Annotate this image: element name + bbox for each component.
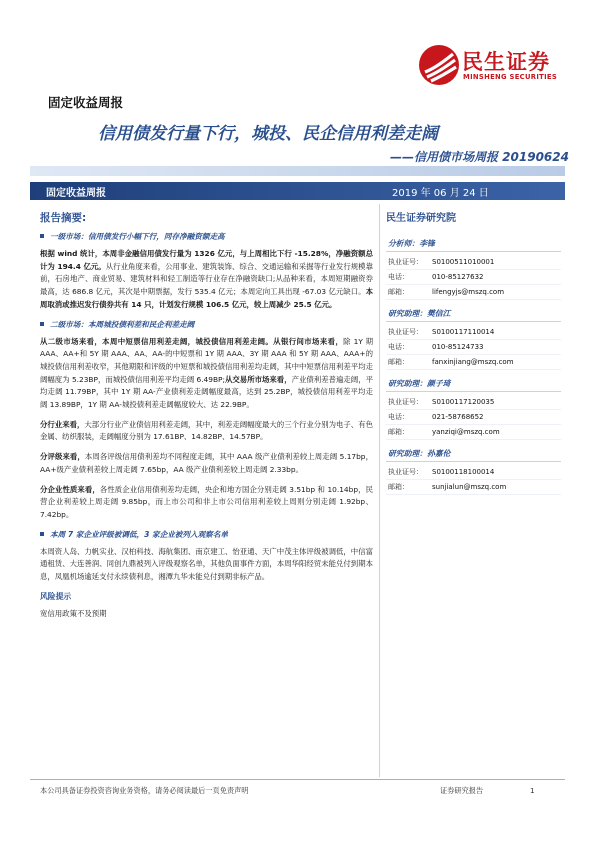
analyst-block [386,378,561,440]
para-run: 各性质企业信用债利差均走阔，央企和地方国企分别走阔 3.51bp 和 10.14bp，民营企业利差较上周走阔 9.85bp，而上市公司和非上市公司信用利差较上周则分别走阔 1.92bp、7.42bp。 [40,484,373,519]
bullet-square-icon [40,322,44,326]
brand-name-en: MINSHENG SECURITIES [463,73,558,81]
analyst-role: 分析师：李锋 [386,238,561,252]
bullet-rating-changes [40,529,373,540]
report-date: 2019 年 06 月 24 日 [392,188,489,199]
analyst-sidebar [386,209,561,495]
para-run: 分企业性质来看， [40,484,100,494]
column-divider [379,204,380,777]
analyst-row: 电话： 021-58768652 [386,410,561,425]
footer-label: 证券研究报告 [440,786,484,795]
analyst-block [386,238,561,300]
minsheng-logo-icon [418,44,460,86]
brand-name-cn: 民生证券 [462,50,550,74]
para-run: 从二级市场来看，本周中短票信用利差走阔，城投债信用利差走阔。从银行间市场来看， [40,336,344,346]
summary-heading: 报告摘要: [40,212,87,224]
analyst-row: 执业证号： S0100511010001 [386,255,561,270]
analyst-row: 执业证号： S0100118100014 [386,465,561,480]
para-run: 根据 wind 统计，本周非金融信用债发行量为 1326 亿元，与上周相比下行 -15.28%，净融资额总计为 194.4 亿元。 [40,249,373,271]
institute-name: 民生证券研究院 [386,213,456,224]
analyst-row: 电话： 010-85124733 [386,340,561,355]
analyst-role: 研究助理：孙嘉伦 [386,448,561,462]
bullet-square-icon [40,532,44,536]
analyst-role: 研究助理：颜子琦 [386,378,561,392]
header-band-light [30,166,565,176]
analyst-row: 执业证号： S0100117110014 [386,325,561,340]
para-run: 产业债利差普遍走阔，平均走阔 11.79BP，其中 1Y 期 AA-产业债利差走阔幅度最高，达到 25.2BP，城投债信用利差平均走阔 13.89BP，1Y 期 AA-城投债利差走阔幅度较大、达 22.9BP。 [40,374,373,410]
para-run: 大部分行业产业债信用利差走阔，其中，利差走阔幅度最大的三个行业分别为电子、有色金属、纺织服装，走阔幅度分别为 17.61BP、14.82BP、14.57BP。 [40,419,373,442]
para-run: 分评级来看， [40,452,85,462]
analyst-email[interactable]: 邮箱： fanxinjiang@mszq.com [386,355,561,370]
bullet-primary-market [40,231,373,242]
para-run: 从交易所市场来看， [224,374,292,384]
report-title: 信用债发行量下行，城投、民企信用利差走阔 [98,124,438,144]
para-run: 除 1Y 期 AAA、AA+和 5Y 期 AAA、AA、AA-的中短票和 1Y 期 AAA、3Y 期 AAA 和 5Y 期 AAA、AAA+的城投债信用利差收窄，其他期限和评级的中短票和城投债信用利差均走阔，其中中短票信用利差平均走阔幅度为 5.23BP，而城投债信用利差平均走阔 6.49BP; [40,336,373,384]
bullet-text: 二级市场：本周城投债利差和民企利差走阔 [50,319,195,329]
para-run: 从行业角度来看，公用事业、建筑装饰、综合、交通运输和采掘等行业发行规模靠前，石房地产、商业贸易、建筑材料和轻工制造等行业存在净融资缺口;从品种来看，本周短期融资券最高，达 686.8 亿元，其次是中期票据，发行 535.4 亿元；本周定向工具出现 -67.03 亿元缺口。 [40,261,373,297]
analyst-row: 电话： 010-85127632 [386,270,561,285]
bullet-square-icon [40,234,44,238]
bullet-secondary-market [40,319,373,330]
para-run: 本周各评级信用债利差均不同程度走阔，其中 AAA 级产业债利差较上周走阔 5.17bp，AA+级产业债利差较上周走阔 7.65bp，AA 级产业债利差较上周走阔 2.33bp。 [40,452,373,474]
paragraph [40,419,373,444]
para-run: 本周取消或推迟发行债券共有 14 只，计划发行规模 106.5 亿元，较上周减少 25.5 亿元。 [40,287,373,309]
paragraph: 本周资人岛、力帆实业、汉柏科技、海航集团、南京建工、怡亚通、天广中茂主体评级被调低，中信富通租赁、大连善润、同创九鼎被列入评级观察名单，其他负面事件方面，本周华阳经贸未能兑付到期本息，凤凰机场逾延支付永续债利息，湘潭九华未能兑付到期非标产品。 [40,546,373,582]
report-type: 固定收益周报 [48,95,124,110]
para-run: 分行业来看， [40,419,85,429]
analyst-row: 执业证号： S0100117120035 [386,395,561,410]
paragraph [40,336,373,412]
footer-disclaimer: 本公司具备证券投资咨询业务资格，请务必阅读最后一页免责声明 [40,786,249,795]
analyst-email[interactable]: 邮箱： lifengyjs@mszq.com [386,285,561,300]
band-report-type: 固定收益周报 [46,188,106,199]
page-number: 1 [530,786,535,795]
analyst-email[interactable]: 邮箱： sunjialun@mszq.com [386,480,561,495]
report-subtitle: ——信用债市场周报 20190624 [390,150,569,164]
analyst-block [386,448,561,495]
paragraph [40,484,373,522]
analyst-block [386,308,561,370]
paragraph [40,451,373,476]
paragraph [40,248,373,312]
bullet-text: 一级市场：信用债发行小幅下行，同存净融资额走高 [50,232,225,241]
risk-heading: 风险提示 [40,591,72,601]
analyst-email[interactable]: 邮箱： yanziqi@mszq.com [386,425,561,440]
summary-column [40,210,373,627]
risk-text: 宽信用政策不及预期 [40,608,107,618]
footer-rule [30,779,565,780]
bullet-text: 本周 7 家企业评级被调低，3 家企业被列入观察名单 [50,529,228,539]
analyst-role: 研究助理：樊信江 [386,308,561,322]
